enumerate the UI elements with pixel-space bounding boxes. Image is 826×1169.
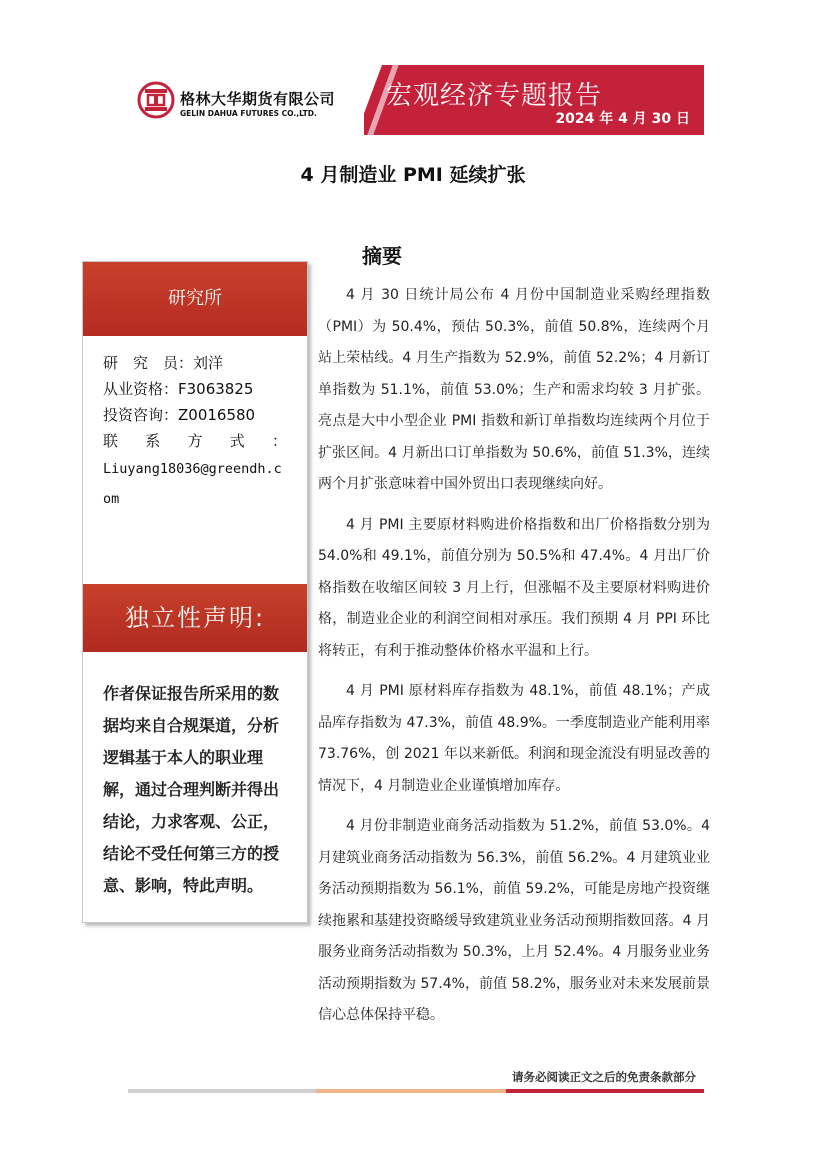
report-header-banner	[128, 65, 704, 135]
researcher-char-1: 研	[103, 354, 119, 372]
company-name-cn: 格林大华期货有限公司	[180, 90, 336, 108]
contact-char-1: 联	[103, 432, 119, 450]
researcher-line	[103, 350, 287, 376]
qualification-line: 从业资格：F3063825	[103, 380, 254, 398]
sidebar-panel	[82, 261, 308, 923]
researcher-char-2: 究	[133, 354, 149, 372]
footer-divider-gray	[128, 1089, 316, 1093]
footer-divider	[128, 1089, 704, 1093]
company-logo-icon	[136, 80, 176, 120]
abstract-paragraph: 4 月份非制造业商务活动指数为 51.2%，前值 53.0%。4 月建筑业商务活动指数为 56.3%，前值 56.2%。4 月建筑业业务活动预期指数为 56.1%，前值 59.2%，可能是房地产投资继续拖累和基建投资略缓导致建筑业业务活动预期指数回落。4 月服务业商务活动指数为 50.3%，上月 52.4%。4 月服务业业务活动预期指数为 57.4%，前值 58.2%，服务业对未来发展前景信心总体保持平稳。	[318, 818, 710, 1023]
statement-header: 独立性声明:	[83, 584, 307, 652]
contact-char-3: 方	[187, 432, 203, 450]
abstract-paragraph: 4 月 PMI 主要原材料购进价格指数和出厂价格指数分别为 54.0%和 49.1%，前值分别为 50.5%和 47.4%。4 月出厂价格指数在收缩区间较 3 月上行，但涨幅不及主要原材料购进价格，制造业企业的利润空间相对承压。我们预期 4 月 PPI 环比将转正，有利于推动整体价格水平温和上行。	[318, 516, 710, 659]
report-type: 宏观经济专题报告	[386, 81, 603, 111]
report-date: 2024 年 4 月 30 日	[555, 111, 690, 127]
independence-statement: 作者保证报告所采用的数据均来自合规渠道，分析逻辑基于本人的职业理解，通过合理判断并得出结论，力求客观、公正，结论不受任何第三方的授意、影响，特此声明。	[103, 684, 280, 895]
contact-colon: ：	[271, 432, 287, 450]
footer-divider-orange	[316, 1089, 506, 1093]
footer-divider-red	[506, 1089, 704, 1093]
contact-char-2: 系	[145, 432, 161, 450]
institute-header: 研究所	[83, 262, 307, 336]
abstract-body	[318, 280, 710, 1041]
document-title: 4 月制造业 PMI 延续扩张	[300, 164, 526, 186]
abstract-paragraph: 4 月 30 日统计局公布 4 月份中国制造业采购经理指数（PMI）为 50.4%，预估 50.3%，前值 50.8%，连续两个月站上荣枯线。4 月生产指数为 52.9%，前值 52.2%；4 月新订单指数为 51.1%，前值 53.0%；生产和需求均较 3 月扩张。亮点是大中小型企业 PMI 指数和新订单指数均连续两个月位于扩张区间。4 月新出口订单指数为 50.6%，前值 51.3%，连续两个月扩张意味着中国外贸出口表现继续向好。	[318, 287, 710, 492]
disclaimer-note: 请务必阅读正文之后的免责条款部分	[512, 1070, 696, 1084]
abstract-paragraph: 4 月 PMI 原材料库存指数为 48.1%，前值 48.1%；产成品库存指数为 47.3%，前值 48.9%。一季度制造业产能利用率 73.76%，创 2021 年以来新低。利润和现金流没有明显改善的情况下，4 月制造业企业谨慎增加库存。	[318, 683, 710, 794]
banner-wedge	[356, 65, 382, 135]
analyst-info	[83, 336, 307, 514]
abstract-title: 摘要	[362, 244, 402, 268]
researcher-name: 员：刘洋	[163, 354, 224, 372]
contact-line	[103, 428, 287, 454]
company-name-en: GELIN DAHUA FUTURES CO.,LTD.	[180, 109, 317, 118]
consulting-line: 投资咨询：Z0016580	[103, 406, 256, 424]
contact-email[interactable]: Liuyang18036@greendh.com	[103, 461, 282, 507]
contact-char-4: 式	[229, 432, 245, 450]
